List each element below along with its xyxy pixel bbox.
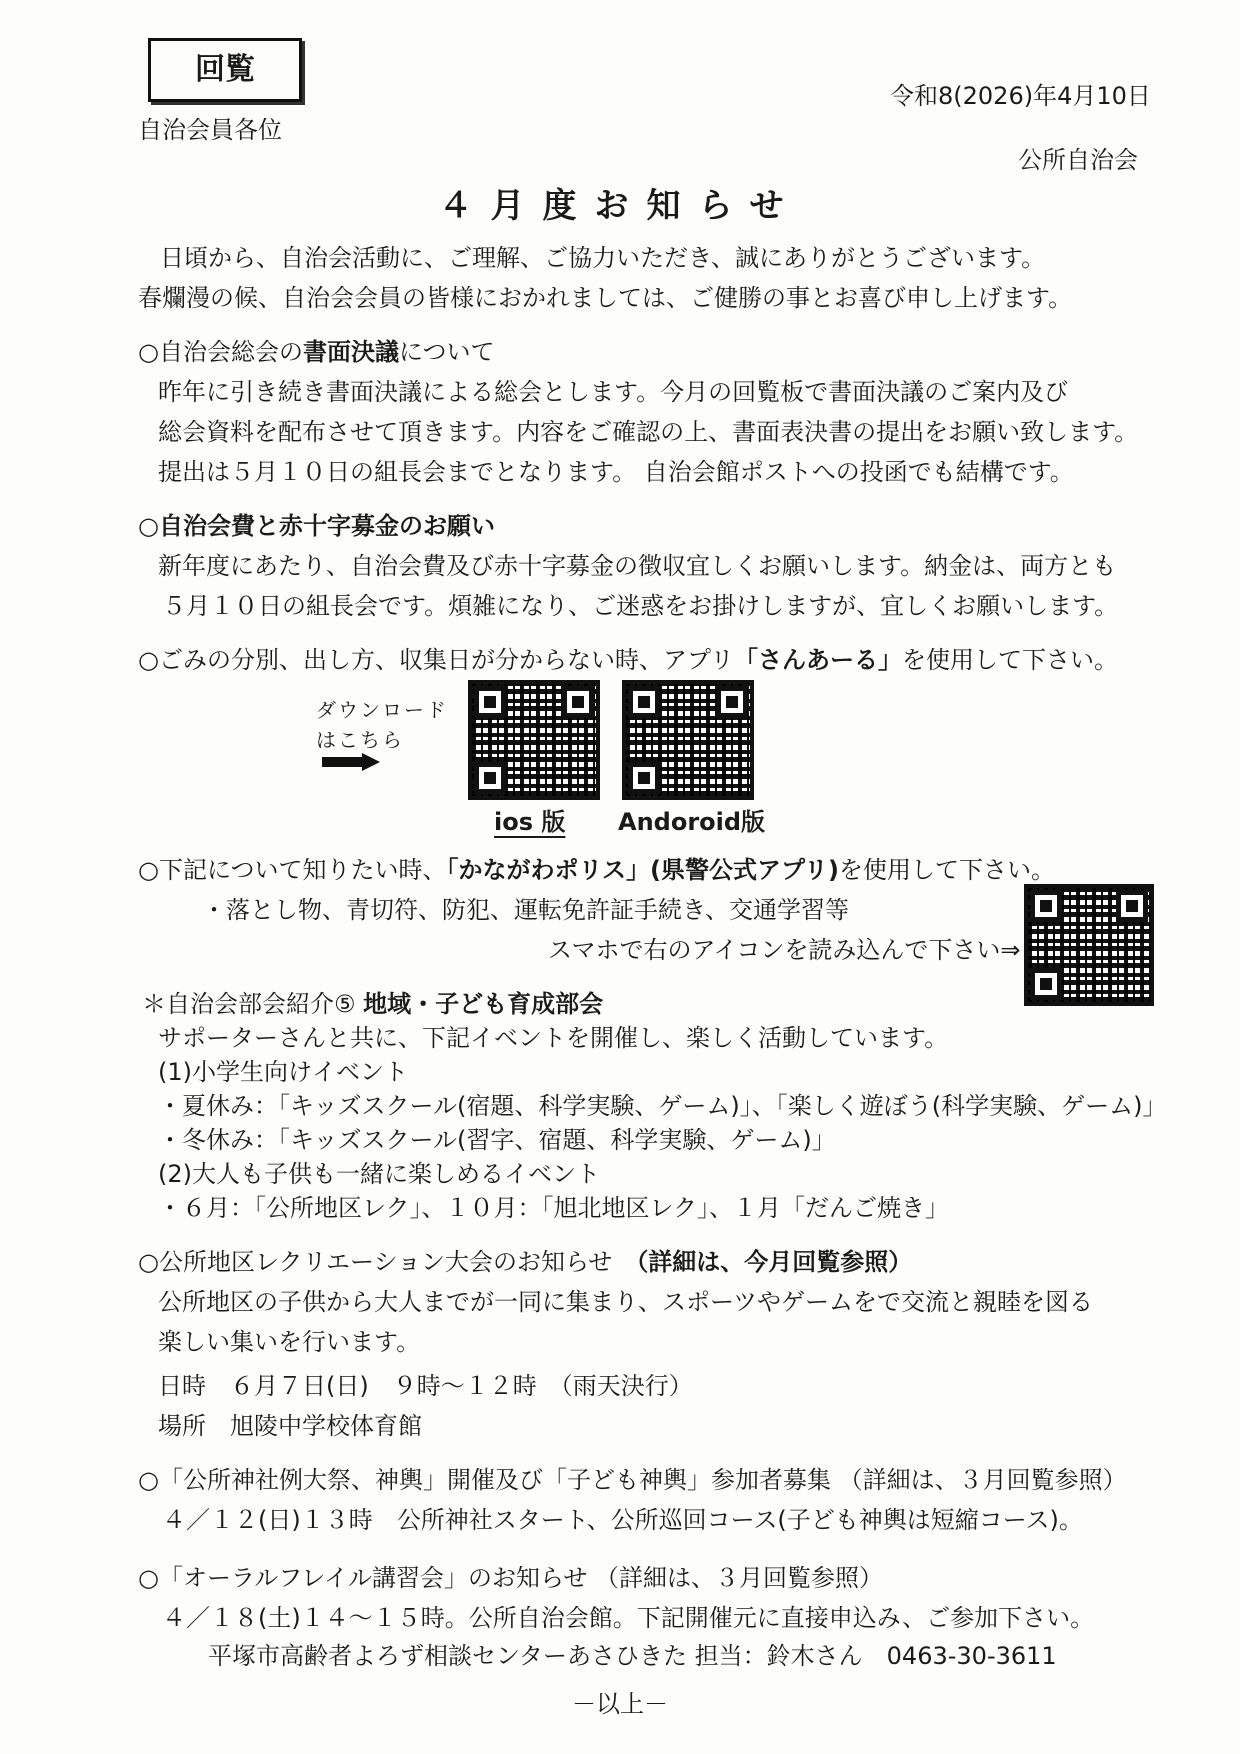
heading-bold-text: 自治会費と赤十字募金のお願い <box>158 512 495 540</box>
qr-code-icon[interactable] <box>622 680 754 800</box>
heading-bold-text: 「さんあーる」 <box>733 646 902 674</box>
section-line: 楽しい集いを行います。 <box>158 1328 421 1356</box>
intro-line-2: 春爛漫の候、自治会会員の皆様におかれましては、ご健勝の事とお喜び申し上げます。 <box>138 284 1073 312</box>
section-shrine-festival-heading: ○「公所神社例大祭、神輿」開催及び「子ども神輿」参加者募集 （詳細は、３月回覧参照） <box>138 1466 1127 1494</box>
qr-finder <box>628 762 660 794</box>
heading-text: ○ <box>138 512 159 540</box>
section-line: ・６月：「公所地区レク」、１０月：「旭北地区レク」、１月「だんご焼き」 <box>158 1194 950 1222</box>
issue-date: 令和8(2026)年4月10日 <box>890 82 1151 110</box>
section-garbage-app-heading <box>138 646 1118 675</box>
heading-bold-text: 書面決議 <box>302 338 399 366</box>
section-line: ・冬休み：「キッズスクール(習字、宿題、科学実験、ゲーム)」 <box>158 1126 836 1154</box>
contact-info: 平塚市高齢者よろず相談センターあさひきた 担当：鈴木さん 0463-30-3611 <box>208 1642 1057 1670</box>
qr-finder <box>562 686 594 718</box>
heading-text: ○下記について知りたい時、 <box>138 856 447 884</box>
heading-text: ○ごみの分別、出し方、収集日が分からない時、アプリ <box>138 646 734 674</box>
intro-line-1: 日頃から、自治会活動に、ご理解、ご協力いただき、誠にありがとうございます。 <box>160 244 1046 272</box>
circulation-stamp: 回覧 <box>148 38 302 102</box>
section-line: (1)小学生向けイベント <box>158 1058 408 1086</box>
heading-bold-text: 地域・子ども育成部会 <box>363 990 604 1018</box>
section-line: (2)大人も子供も一緒に楽しめるイベント <box>158 1160 600 1188</box>
qr-code-icon[interactable] <box>468 680 600 800</box>
section-line: 新年度にあたり、自治会費及び赤十字募金の徴収宜しくお願いします。納金は、両方とも <box>158 552 1117 580</box>
section-line: ４／１８(土)１４～１５時。公所自治会館。下記開催元に直接申込み、ご参加下さい。 <box>162 1604 1095 1632</box>
heading-bold-text: 「かながわポリス」(県警公式アプリ) <box>446 856 839 884</box>
page-title: ４月度お知らせ <box>438 186 802 226</box>
heading-text: を使用して下さい。 <box>901 646 1118 674</box>
heading-text: ○自治会総会の <box>138 338 303 366</box>
section-line: ５月１０日の組長会です。煩雑になり、ご迷惑をお掛けしますが、宜しくお願いします。 <box>162 592 1119 620</box>
section-line: 昨年に引き続き書面決議による総会とします。今月の回覧板で書面決議のご案内及び <box>158 378 1069 406</box>
qr-finder <box>1030 968 1062 1000</box>
sender: 公所自治会 <box>1018 146 1138 174</box>
qr-code-icon[interactable] <box>1024 884 1154 1006</box>
heading-text: について <box>398 338 495 366</box>
heading-text: を使用して下さい。 <box>838 856 1055 884</box>
section-fees-heading <box>138 512 495 541</box>
section-recreation-heading <box>138 1248 912 1277</box>
qr-finder <box>1030 890 1062 922</box>
section-police-app-heading <box>138 856 1055 885</box>
event-venue: 場所 旭陵中学校体育館 <box>158 1412 422 1440</box>
download-label-1: ダウンロード <box>316 698 448 722</box>
section-line: サポーターさんと共に、下記イベントを開催し、楽しく活動しています。 <box>158 1024 949 1052</box>
qr-finder <box>628 686 660 718</box>
heading-text: ＊自治会部会紹介⑤ <box>142 990 364 1018</box>
qr-finder <box>1116 890 1148 922</box>
section-line: ・夏休み：「キッズスクール(宿題、科学実験、ゲーム)」、「楽しく遊ぼう(科学実験、ゲーム)」 <box>158 1092 1167 1120</box>
section-line: 公所地区の子供から大人までが一同に集まり、スポーツやゲームをで交流と親睦を図る <box>158 1288 1094 1316</box>
qr-finder <box>474 686 506 718</box>
section-line: 提出は５月１０日の組長会までとなります。 自治会館ポストへの投函でも結構です。 <box>158 458 1074 486</box>
right-arrow-icon <box>322 753 380 771</box>
android-label: Andoroid版 <box>618 808 766 836</box>
section-written-resolution-heading <box>138 338 494 367</box>
addressee: 自治会員各位 <box>138 116 282 144</box>
section-youth-club-heading <box>142 990 603 1019</box>
section-line: 総会資料を配布させて頂きます。内容をご確認の上、書面表決書の提出をお願い致します。 <box>158 418 1139 446</box>
closing-mark: －以上－ <box>572 1690 668 1718</box>
heading-bold-text: （詳細は、今月回覧参照） <box>636 1248 913 1276</box>
qr-finder <box>474 762 506 794</box>
section-oral-frailty-heading: ○「オーラルフレイル講習会」のお知らせ （詳細は、３月回覧参照） <box>138 1564 883 1592</box>
qr-finder <box>716 686 748 718</box>
police-app-items: ・落とし物、青切符、防犯、運転免許証手続き、交通学習等 <box>202 896 850 924</box>
section-line: ４／１２(日)１３時 公所神社スタート、公所巡回コース(子ども神輿は短縮コース)。 <box>162 1506 1083 1534</box>
ios-label: ios 版 <box>494 808 566 836</box>
event-datetime: 日時 ６月７日(日) ９時～１２時 （雨天決行） <box>158 1372 693 1400</box>
heading-text: ○公所地区レクリエーション大会のお知らせ <box>138 1248 637 1276</box>
police-app-scan-note: スマホで右のアイコンを読み込んで下さい⇒ <box>548 936 1021 964</box>
download-label-2: はこちら <box>316 728 404 752</box>
